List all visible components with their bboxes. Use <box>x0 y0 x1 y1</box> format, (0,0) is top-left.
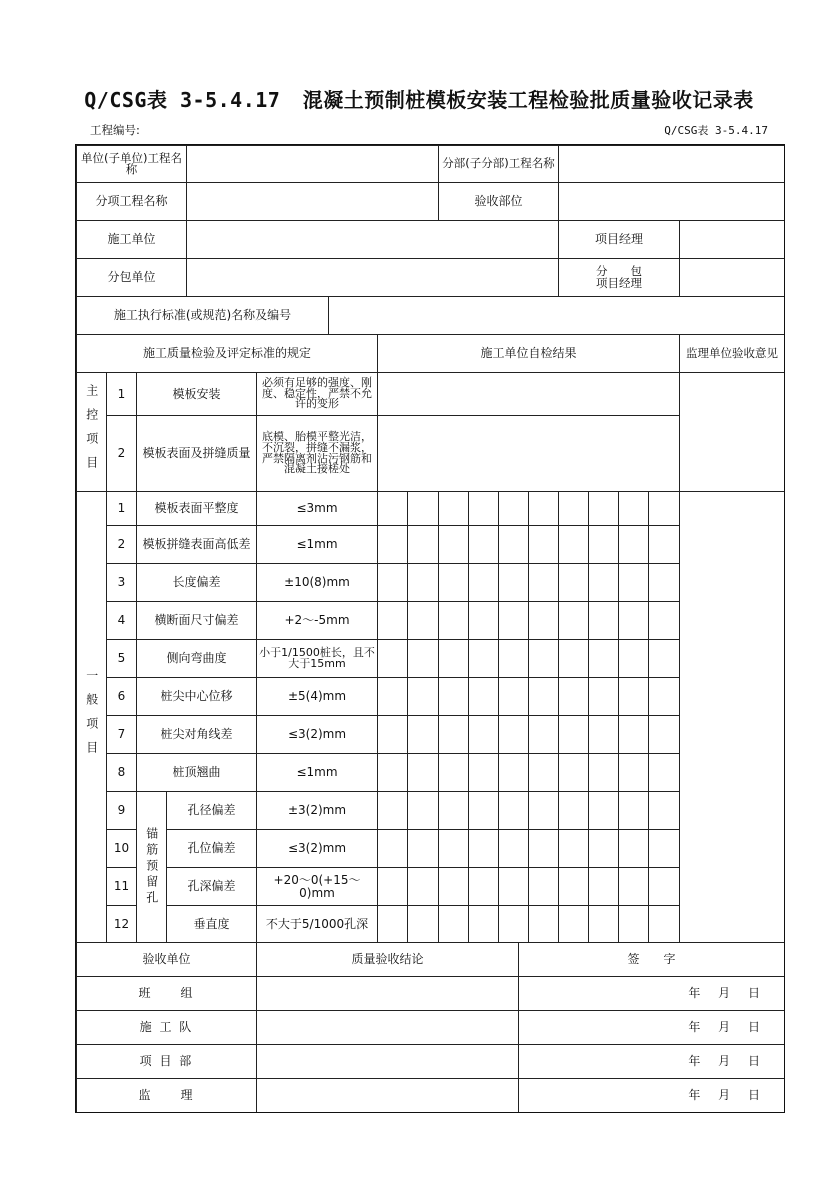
measurement-cell[interactable] <box>618 525 649 564</box>
supervisor-header: 监理单位验收意见 <box>679 334 785 373</box>
measurement-cell[interactable] <box>588 867 619 906</box>
measurement-cell[interactable] <box>377 867 408 906</box>
acceptance-part-field[interactable] <box>558 182 785 221</box>
unit-project-label: 单位(子单位)工程名称 <box>76 145 187 183</box>
general-item-number: 3 <box>106 563 137 602</box>
general-item-tolerance: ≤3(2)mm <box>256 829 378 868</box>
general-item-name: 桩顶翘曲 <box>136 753 257 792</box>
measurement-cell[interactable] <box>648 525 680 564</box>
acceptance-conclusion-field[interactable] <box>256 1010 519 1045</box>
measurement-cell[interactable] <box>558 525 589 564</box>
measurement-cell[interactable] <box>377 829 408 868</box>
standard-field[interactable] <box>328 296 785 335</box>
general-item-tolerance: ≤3(2)mm <box>256 715 378 754</box>
measurement-cell[interactable] <box>377 563 408 602</box>
measurement-cell[interactable] <box>558 563 589 602</box>
general-item-number: 11 <box>106 867 137 906</box>
measurement-cell[interactable] <box>618 677 649 716</box>
measurement-cell[interactable] <box>618 715 649 754</box>
measurement-cell[interactable] <box>528 867 559 906</box>
measurement-cell[interactable] <box>588 829 619 868</box>
title-text: 混凝土预制桩模板安装工程检验批质量验收记录表 <box>302 88 754 112</box>
measurement-cell[interactable] <box>498 563 529 602</box>
measurement-cell[interactable] <box>377 601 408 640</box>
measurement-cell[interactable] <box>498 639 529 678</box>
acceptance-part-label: 验收部位 <box>438 182 559 221</box>
measurement-cell[interactable] <box>438 601 469 640</box>
acceptance-signature-date-field[interactable]: 年 月 日 <box>518 1010 785 1045</box>
measurement-cell[interactable] <box>618 563 649 602</box>
measurement-cell[interactable] <box>648 791 680 830</box>
division-field[interactable] <box>558 145 785 183</box>
measurement-cell[interactable] <box>648 639 680 678</box>
measurement-cell[interactable] <box>407 677 439 716</box>
general-item-tolerance: 不大于5/1000孔深 <box>256 905 378 943</box>
sub-project-manager-label: 分 包 项目经理 <box>558 258 680 297</box>
measurement-cell[interactable] <box>648 867 680 906</box>
measurement-cell[interactable] <box>588 491 619 526</box>
general-item-number: 12 <box>106 905 137 943</box>
acceptance-unit: 班 组 <box>76 976 257 1011</box>
measurement-cell[interactable] <box>528 753 559 792</box>
general-item-number: 7 <box>106 715 137 754</box>
measurement-cell[interactable] <box>377 525 408 564</box>
anchor-hole-subgroup-label: 锚筋预留孔 <box>136 791 167 943</box>
general-item-name: 垂直度 <box>166 905 257 943</box>
division-label: 分部(子分部)工程名称 <box>438 145 559 183</box>
measurement-cell[interactable] <box>528 491 559 526</box>
subitem-field[interactable] <box>186 182 439 221</box>
general-item-name: 横断面尺寸偏差 <box>136 601 257 640</box>
self-check-header: 施工单位自检结果 <box>377 334 680 373</box>
acceptance-conclusion-header: 质量验收结论 <box>256 942 519 977</box>
general-item-name: 桩尖对角线差 <box>136 715 257 754</box>
measurement-cell[interactable] <box>618 491 649 526</box>
general-item-name: 模板拼缝表面高低差 <box>136 525 257 564</box>
acceptance-unit: 监 理 <box>76 1078 257 1113</box>
general-item-number: 6 <box>106 677 137 716</box>
measurement-cell[interactable] <box>618 829 649 868</box>
measurement-cell[interactable] <box>588 753 619 792</box>
measurement-cell[interactable] <box>377 905 408 943</box>
measurement-cell[interactable] <box>648 715 680 754</box>
measurement-cell[interactable] <box>438 791 469 830</box>
measurement-cell[interactable] <box>468 677 499 716</box>
measurement-cell[interactable] <box>528 525 559 564</box>
measurement-cell[interactable] <box>407 563 439 602</box>
measurement-cell[interactable] <box>618 639 649 678</box>
general-item-number: 9 <box>106 791 137 830</box>
main-control-supervisor-field[interactable] <box>679 372 785 492</box>
measurement-cell[interactable] <box>438 563 469 602</box>
main-item-name: 模板安装 <box>136 372 257 416</box>
main-control-group-label: 主控项目 <box>76 372 107 492</box>
measurement-cell[interactable] <box>438 525 469 564</box>
form-code: Q/CSG表 3-5.4.17 <box>664 124 768 137</box>
measurement-cell[interactable] <box>528 791 559 830</box>
title-code: Q/CSG表 3-5.4.17 <box>84 88 281 112</box>
measurement-cell[interactable] <box>468 639 499 678</box>
measurement-cell[interactable] <box>648 601 680 640</box>
measurement-cell[interactable] <box>558 905 589 943</box>
general-item-tolerance: +20～0(+15～0)mm <box>256 867 378 906</box>
measurement-cell[interactable] <box>618 867 649 906</box>
measurement-cell[interactable] <box>468 905 499 943</box>
measurement-cell[interactable] <box>438 491 469 526</box>
measurement-cell[interactable] <box>558 491 589 526</box>
measurement-cell[interactable] <box>468 601 499 640</box>
measurement-cell[interactable] <box>407 491 439 526</box>
measurement-cell[interactable] <box>588 601 619 640</box>
measurement-cell[interactable] <box>407 753 439 792</box>
contractor-label: 施工单位 <box>76 220 187 259</box>
measurement-cell[interactable] <box>648 563 680 602</box>
measurement-cell[interactable] <box>498 867 529 906</box>
acceptance-unit-header: 验收单位 <box>76 942 257 977</box>
main-item-result-field[interactable] <box>377 415 680 492</box>
measurement-cell[interactable] <box>648 491 680 526</box>
contractor-field[interactable] <box>186 220 559 259</box>
general-item-name: 孔深偏差 <box>166 867 257 906</box>
main-item-number: 2 <box>106 415 137 492</box>
measurement-cell[interactable] <box>588 715 619 754</box>
main-item-name: 模板表面及拼缝质量 <box>136 415 257 492</box>
measurement-cell[interactable] <box>618 905 649 943</box>
general-item-number: 2 <box>106 525 137 564</box>
general-item-tolerance: ±5(4)mm <box>256 677 378 716</box>
measurement-cell[interactable] <box>468 715 499 754</box>
measurement-cell[interactable] <box>558 601 589 640</box>
measurement-cell[interactable] <box>377 753 408 792</box>
measurement-cell[interactable] <box>588 791 619 830</box>
general-item-name: 侧向弯曲度 <box>136 639 257 678</box>
general-item-tolerance: ±10(8)mm <box>256 563 378 602</box>
measurement-cell[interactable] <box>377 791 408 830</box>
unit-project-field[interactable] <box>186 145 439 183</box>
acceptance-unit: 施 工 队 <box>76 1010 257 1045</box>
measurement-cell[interactable] <box>468 829 499 868</box>
measurement-cell[interactable] <box>407 829 439 868</box>
measurement-cell[interactable] <box>528 677 559 716</box>
measurement-cell[interactable] <box>407 867 439 906</box>
general-item-name: 模板表面平整度 <box>136 491 257 526</box>
main-item-requirement: 必须有足够的强度、刚度、稳定性，严禁不允许的变形 <box>256 372 378 416</box>
measurement-cell[interactable] <box>468 563 499 602</box>
measurement-cell[interactable] <box>438 677 469 716</box>
acceptance-conclusion-field[interactable] <box>256 1078 519 1113</box>
acceptance-conclusion-field[interactable] <box>256 976 519 1011</box>
general-item-tolerance: ≤3mm <box>256 491 378 526</box>
general-item-number: 8 <box>106 753 137 792</box>
general-item-number: 10 <box>106 829 137 868</box>
measurement-cell[interactable] <box>498 791 529 830</box>
measurement-cell[interactable] <box>468 791 499 830</box>
measurement-cell[interactable] <box>528 905 559 943</box>
measurement-cell[interactable] <box>618 791 649 830</box>
measurement-cell[interactable] <box>407 601 439 640</box>
measurement-cell[interactable] <box>498 601 529 640</box>
measurement-cell[interactable] <box>588 905 619 943</box>
measurement-cell[interactable] <box>438 639 469 678</box>
measurement-cell[interactable] <box>407 791 439 830</box>
measurement-cell[interactable] <box>588 677 619 716</box>
main-item-requirement: 底模、胎模平整光洁，不沉裂，拼缝不漏浆，严禁隔离剂沾污钢筋和混凝土接槎处 <box>256 415 378 492</box>
measurement-cell[interactable] <box>438 867 469 906</box>
project-manager-label: 项目经理 <box>558 220 680 259</box>
measurement-cell[interactable] <box>498 715 529 754</box>
measurement-cell[interactable] <box>407 639 439 678</box>
measurement-cell[interactable] <box>438 715 469 754</box>
measurement-cell[interactable] <box>648 905 680 943</box>
measurement-cell[interactable] <box>498 905 529 943</box>
measurement-cell[interactable] <box>498 491 529 526</box>
acceptance-signature-date-field[interactable]: 年 月 日 <box>518 976 785 1011</box>
general-item-tolerance: ≤1mm <box>256 525 378 564</box>
measurement-cell[interactable] <box>498 525 529 564</box>
measurement-cell[interactable] <box>377 639 408 678</box>
acceptance-signature-date-field[interactable]: 年 月 日 <box>518 1044 785 1079</box>
main-item-number: 1 <box>106 372 137 416</box>
measurement-cell[interactable] <box>648 753 680 792</box>
measurement-cell[interactable] <box>438 905 469 943</box>
measurement-cell[interactable] <box>528 601 559 640</box>
general-item-name: 桩尖中心位移 <box>136 677 257 716</box>
measurement-cell[interactable] <box>528 639 559 678</box>
standard-label: 施工执行标准(或规范)名称及编号 <box>76 296 329 335</box>
measurement-cell[interactable] <box>528 715 559 754</box>
general-item-name: 长度偏差 <box>136 563 257 602</box>
measurement-cell[interactable] <box>468 753 499 792</box>
measurement-cell[interactable] <box>558 715 589 754</box>
measurement-cell[interactable] <box>618 753 649 792</box>
measurement-cell[interactable] <box>438 829 469 868</box>
measurement-cell[interactable] <box>407 905 439 943</box>
measurement-cell[interactable] <box>468 491 499 526</box>
project-number-label: 工程编号: <box>90 123 140 137</box>
measurement-cell[interactable] <box>377 491 408 526</box>
acceptance-conclusion-field[interactable] <box>256 1044 519 1079</box>
measurement-cell[interactable] <box>407 715 439 754</box>
measurement-cell[interactable] <box>558 753 589 792</box>
measurement-cell[interactable] <box>558 867 589 906</box>
measurement-cell[interactable] <box>558 791 589 830</box>
measurement-cell[interactable] <box>468 525 499 564</box>
general-supervisor-field[interactable] <box>679 491 785 943</box>
measurement-cell[interactable] <box>528 829 559 868</box>
measurement-cell[interactable] <box>588 563 619 602</box>
main-item-result-field[interactable] <box>377 372 680 416</box>
measurement-cell[interactable] <box>438 753 469 792</box>
measurement-cell[interactable] <box>498 829 529 868</box>
general-item-name: 孔位偏差 <box>166 829 257 868</box>
project-manager-field[interactable] <box>679 220 785 259</box>
spec-header: 施工质量检验及评定标准的规定 <box>76 334 378 373</box>
measurement-cell[interactable] <box>588 525 619 564</box>
general-item-tolerance: +2～-5mm <box>256 601 378 640</box>
measurement-cell[interactable] <box>377 715 408 754</box>
subcontractor-label: 分包单位 <box>76 258 187 297</box>
general-item-name: 孔径偏差 <box>166 791 257 830</box>
measurement-cell[interactable] <box>468 867 499 906</box>
general-item-number: 5 <box>106 639 137 678</box>
measurement-cell[interactable] <box>558 639 589 678</box>
subitem-label: 分项工程名称 <box>76 182 187 221</box>
subcontractor-field[interactable] <box>186 258 559 297</box>
measurement-cell[interactable] <box>648 677 680 716</box>
general-item-tolerance: ≤1mm <box>256 753 378 792</box>
measurement-cell[interactable] <box>558 677 589 716</box>
acceptance-unit: 项 目 部 <box>76 1044 257 1079</box>
measurement-cell[interactable] <box>618 601 649 640</box>
acceptance-signature-date-field[interactable]: 年 月 日 <box>518 1078 785 1113</box>
sub-project-manager-field[interactable] <box>679 258 785 297</box>
general-item-tolerance: ±3(2)mm <box>256 791 378 830</box>
acceptance-sign-header: 签 字 <box>518 942 785 977</box>
general-item-number: 4 <box>106 601 137 640</box>
measurement-cell[interactable] <box>528 563 559 602</box>
measurement-cell[interactable] <box>377 677 408 716</box>
measurement-cell[interactable] <box>648 829 680 868</box>
measurement-cell[interactable] <box>588 639 619 678</box>
measurement-cell[interactable] <box>558 829 589 868</box>
general-item-number: 1 <box>106 491 137 526</box>
measurement-cell[interactable] <box>407 525 439 564</box>
general-item-tolerance: 小于1/1500桩长，且不大于15mm <box>256 639 378 678</box>
general-group-label: 一般项目 <box>76 491 107 943</box>
measurement-cell[interactable] <box>498 753 529 792</box>
measurement-cell[interactable] <box>498 677 529 716</box>
